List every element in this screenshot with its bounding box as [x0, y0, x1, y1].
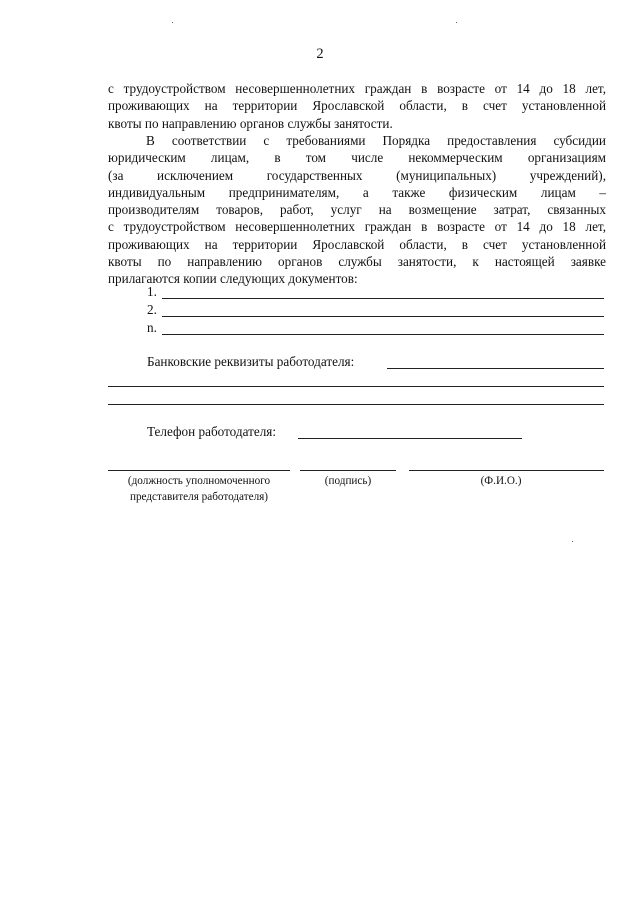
name-caption: (Ф.И.О.): [480, 475, 522, 487]
position-caption: (должность уполномоченного представителя работодателя): [127, 475, 271, 503]
bank-details-blank-line[interactable]: [108, 404, 604, 405]
document-blank-line[interactable]: [162, 298, 604, 299]
document-blank-line[interactable]: [162, 316, 604, 317]
signature-line[interactable]: [300, 470, 396, 471]
scan-speck: [456, 22, 457, 23]
scan-speck: [572, 541, 573, 542]
text-line: индивидуальным предпринимателям, а также физическим лицам –: [108, 184, 606, 200]
bank-details-label: Банковские реквизиты работодателя:: [147, 354, 355, 369]
requirements-paragraph: [108, 132, 606, 288]
text-line: с трудоустройством несовершеннолетних граждан в возрасте от 14 до 18 лет,: [108, 81, 606, 96]
document-list-item: 1.: [147, 284, 157, 299]
text-line: квоты по направлению органов службы занятости.: [108, 115, 393, 131]
name-signature-line[interactable]: [409, 470, 604, 471]
phone-label: Телефон работодателя:: [147, 424, 277, 439]
position-signature-line[interactable]: [108, 470, 290, 471]
text-line: проживающих на территории Ярославской области, в счет установленной: [108, 98, 606, 114]
document-list-item: n.: [147, 320, 157, 335]
text-line: производителям товаров, работ, услуг на возмещение затрат, связанных: [108, 202, 606, 218]
text-line: (за исключением государственных (муниципальных) учреждений),: [108, 167, 606, 183]
text-line: В соответствии с требованиями Порядка предоставления субсидии: [146, 133, 606, 148]
signature-caption: (подпись): [324, 475, 372, 487]
text-line: прилагаются копии следующих документов:: [108, 271, 358, 287]
page-number: 2: [316, 46, 324, 62]
bank-details-blank-line[interactable]: [108, 386, 604, 387]
phone-blank-line[interactable]: [298, 438, 522, 439]
text-line: с трудоустройством несовершеннолетних граждан в возрасте от 14 до 18 лет,: [108, 219, 606, 235]
bank-details-blank-line[interactable]: [387, 368, 604, 369]
document-list-item: 2.: [147, 302, 157, 317]
text-line: юридическим лицам, в том числе некоммерческим организациям: [108, 150, 606, 166]
scan-speck: [172, 22, 173, 23]
text-line: проживающих на территории Ярославской области, в счет установленной: [108, 236, 606, 252]
document-blank-line[interactable]: [162, 334, 604, 335]
text-line: квоты по направлению органов службы занятости, к настоящей заявке: [108, 254, 606, 270]
intro-paragraph: [108, 80, 606, 132]
